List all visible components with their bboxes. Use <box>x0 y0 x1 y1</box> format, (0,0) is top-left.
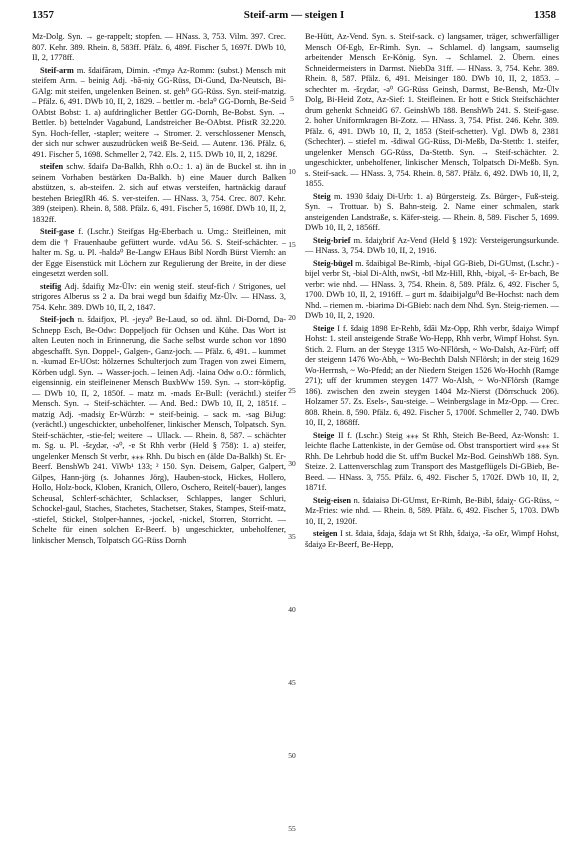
entry-text: I st. šdaia, šdaja, šdaja wt St Rhh, šdaiχə, -šə oEr, Wimpf Hohst, šdaiχə Er-Beerf, Be-Hepp, <box>305 529 559 549</box>
entry-lemma: Steige <box>313 323 335 333</box>
line-number: 10 <box>288 167 296 176</box>
entry-lemma: Steige <box>313 430 335 440</box>
entry-text: m. 1930 šdaiχ Di-Urb: 1. a) Bürgersteig. Zs. Bürger-, Fuß-steig. Syn. → Trottuar. b) S. Bahn-steig. 2. Name einer schmalen, stark ansteigenden Landstraße, s. Käfer-steig. — Rhein. 8, 589. Fischer 5, 1699. DWb 10, II, 2, 1856ff. <box>305 191 559 232</box>
dictionary-entry <box>305 32 559 190</box>
entry-lemma: Steif-arm <box>40 65 74 75</box>
entry-text: Adj. šdaifiχ Mz-Ülv: ein wenig steif. steuf-fich / Strigones, uel strigores Alberus ss 2 a. Da brai wegd bun šdaifiχ Mz-Ülv. — HNass. 3, 754. Kehr. 389. DWb 10, II, 2, 1847. <box>32 281 286 312</box>
line-number: 5 <box>290 94 294 103</box>
entry-lemma: steifen <box>40 162 64 171</box>
dictionary-entry <box>305 496 559 528</box>
dictionary-entry <box>305 192 559 234</box>
line-number: 40 <box>288 605 296 614</box>
page-number-left: 1357 <box>32 9 54 21</box>
line-number: 55 <box>288 824 296 833</box>
entry-lemma: steigen <box>313 529 338 538</box>
entry-lemma: Steig-eisen <box>313 495 352 505</box>
entry-lemma: steifig <box>40 281 62 291</box>
page-number-right: 1358 <box>534 9 556 21</box>
entry-lemma: Steif-gase <box>40 227 75 236</box>
dictionary-entry <box>32 162 286 225</box>
entry-text: n. šdaiaisə Di-GUmst, Er-Rimh, Be-Bibl, šdaiχ- GG-Rüss, ~ Mz-Fries: wie nhd. — Rhein. 8, 589. Pfälz. 6, 492. Fischer 5, 1703. DWb 10, II, 2, 1920f. <box>305 495 560 526</box>
entry-lemma: Steig-brief <box>313 235 351 245</box>
dictionary-entry <box>305 529 559 550</box>
entry-text: m. šdaiχbrif Az-Vend (Held § 192): Versteigerungsurkunde. — HNass. 3, 754. DWb 10, II, 2, 1916. <box>305 235 559 255</box>
entry-text: n. šdaifjox, Pl. -jeyə⁰ Be-Laud, so od. ähnl. Di-Dornd, Da-Schnepp Esch, Be-Odw: Doppeljoch für Ochsen und Kühe. Das Wort ist alten Leuten noch in Erinnerung, die Sache selbst wurde schon vor 1890 abgeschafft. Syn. Doppel-, Galgen-, Ganz-joch. — Pfälz. 6, 491. – kummet n. -kumad Er-UOst: hölzernes Schulterjoch zum Tragen von zwei Eimern, Körben udgl. Syn. → Wasser-joch. – leinen Adj. -laina Odw o.O.: förmlich, eigensinnig. ein steifleinener Mensch BuxbWw 159. Syn. → storr-köpfig. — DWb 10, II, 2, 1850f. – matz m. -mads Er-Bull: (verächtl.) steifer Mensch. Syn. → Steif-schächter. — And. Bed.: DWb 10, II, 2, 1851f. – matzig Adj. -madsiχ Er-Würzb: = steif-beinig. – sack m. -sag BiJug: (verächtl.) ungeschickter, unbeholfener, linkischer Mensch, Tolpatsch. Syn. Steif-schächter, -stie-fel; weitere → Ullack. — Rhein. 8, 587. – schächter m. Sg. u. Pl. -šɛχdər, -ə⁰, -ɐ St Rhh verbr (Held § 758): 1. a) steifer, ungelenker Mensch St verbr, ⁎⁎⁎ Rhh. Du bisch en (älde Da-Balkh) St. Er-Beerf. BenshWb 241. ViWb¹ 133; ² 150. Syn. Deisem, Galper, Galpert, Gilpes, Hann-jörg (s. Johannes Jörg), Hauben-stock, Hickes, Hollero, Hollo, Holz-bock, Kloben, Kranich, Ollero, Oschero, Reitel(-bauer), langes Scheusal, Schlerf-schächter, Schlackser, Schlappes, langer Schluri, Schockel-gaul, Staches, Stachetes, Stachetser, Stakes, Stampes, Steif-matz, -stiefel, Stickel, Stolper-hannes, -jockel, -nickel, Storren, Storricht. — Schelte für einen solchen Er-Beerf. b) ungeschickter, unbeholfener, linkischer Mensch, Tolpatsch GG-Rüss Dornh <box>32 315 286 545</box>
entry-lemma: Steig-bügel <box>313 258 353 268</box>
dictionary-entry <box>305 431 559 494</box>
entry-text: m. šdaibigəl Be-Rimb, -biȷəl GG-Bieb, Di-GUmst, (Lschr.) -bijel verbr St, -biəl Di-Alth, nwSt, -bīl Mz-Hill, Rhh, -biχəl, -š- Er-bach, Be verbr: wie nhd. — HNass. 3, 754. Rhein. 8, 589. Pfälz. 6, 492. Fischer 5, 1700. DWb 10, II, 2, 1916ff. – gurt m. šdaibijəlgu⁰d Be-Hochst: nach dem Nhd. – riemen m. -biərimə Di-GBieb: nach dem Nhd. Syn. Steig-riemen. — DWb 10, II, 2, 1920. <box>305 258 559 320</box>
line-number: 15 <box>288 240 296 249</box>
entry-text: f. (Lschr.) Steifgas Hg-Eberbach u. Umg.: Steifleinen, mit dem die † Frauenhaube gefüttert wurde. vdAu 56. S. Steif-schächter. – halter m. Sg. u. Pl. -haldə⁰ Be-Langw EHaus Bibl Nordh Bürst Viernh: an der Egge Eisenstück mit Löchern zur Regulierung der Breite, in der diese eingesetzt werden soll. <box>32 227 286 278</box>
line-number: 50 <box>288 751 296 760</box>
line-number: 30 <box>288 459 296 468</box>
line-number: 35 <box>288 532 296 541</box>
entry-text: I f. šdaig 1898 Er-Rehb, šdāi Mz-Opp, Rhh verbr, šdaiχə Wimpf Hohst: 1. steil ansteigende Straße Wo-Hepp, Rhh verbr, Wimpf Hohst. Syn. Stich. 2. Flurn. an der Steyge 1315 Wo-NFlörsh, ~ Wo-Dalsh, Az-Fürf; off der steigenn 1476 Wo-Abh, ~ Wo-Bechth Dalsh NFlörsh; in der steig 1629 Wo-Herrnsh, ~ Wo-Pfedd; an der Niedern Steigen 1526 Wo-Hochh (Ramge 271); uff der krummen steygen 1477 Wo-Alsh, ~ Wo-NFlörsh (Ramge 186). zwischen den zwein steygen 1404 Mz-Nierst (Dörrschuck 206). Holzamer 57. Zs. Esels-, Sau-steige. – Weinbergslage in Mz-Opp. — Crec. 808. Rhein. 8, 590. Pfälz. 6, 492. Fischer 5, 1700f. Schmeller 2, 740. DWb 10, II, 2, 1868ff. <box>305 323 560 427</box>
left-column <box>32 32 286 548</box>
line-number: 20 <box>288 313 296 322</box>
entry-lemma: Steif-joch <box>40 315 75 324</box>
entry-lemma: Steig <box>313 191 331 201</box>
dictionary-entry <box>32 66 286 161</box>
entry-text: m. šdaifārəm, Dimin. -ɛ̄ʳmχə Az-Romm: (subst.) Mensch mit steifem Arm. – beinig Adj. -bā-niχ GG-Rüss, Di-Gund, Da-Neutsch, Bi-GAlg: mit steifen, ungelenken Beinen. st. geh⁰ GG-Rüss. Syn. steif-matzig. – Pfälz. 6, 491. DWb 10, II, 2, 1829. – bettler m. -bɛlə⁰ GG-Dornh, Be-Seid OAbtst Bobst: 1. a) aufdringlicher Bettler GG-Dornh, Be-Bobst. Syn. → Bettler. b) bettelnder Vagabund, Landstreicher Be-OAbtst. PfistR 32.220. Syn. Hoch-feller, -stapler; weitere → Stromer. 2. verschlossener Mensch, der sich nur schwer auszudrücken weiß Be-Seid. — Autenr. 136. Pfälz. 6, 491. Fischer 5, 1698. Schmeller 2, 742. Els. 2, 115. DWb 10, II, 2, 1829f. <box>32 65 287 159</box>
dictionary-entry <box>32 282 286 314</box>
right-column <box>305 32 559 552</box>
dictionary-entry <box>305 236 559 257</box>
running-head: Steif-arm — steigen I <box>243 9 345 21</box>
entry-text: Be-Hütt, Az-Vend. Syn. s. Steif-sack. c) langsamer, träger, schwerfälliger Mensch Of-Egb, Er-Rimh. Syn. → Schlamel. d) langsam, saumselig arbeitender Mensch Er-König. Syn. → Schlamel. 2. Übern. eines Schneidermeisters in Darmst. NiebDa 31ff. — HNass. 3, 754. Kehr. 389. Rhein. 8, 587. Pfälz. 6, 491. Meisinger 180. DWb 10, II, 2, 1853. – schechter m. -šɛχdər, -ə⁰ GG-Rüss Geinsh, Darmst, Be-Bensh, Mz-Ülv Dolg, Bi-Heid Zotz, Az-Sief: 1. Steifleinen. Er hott e Stick Steifschächter drum gehenkt SchneidG 67. GeinshWb 188. BenshWb 241. S. Steif-gase. 2. hoher Uniformkragen Bi-Zotz. — HNass. 3, 754. Pfist. 246. Kehr. 389. Pfälz. 6, 491. DWb 10, II, 2, 1853 (Steif-schetter). Vgl. DWb 8, 2381 (Schechter). – stiefel m. -šdiwal GG-Rüss, Di-Meßb, Da-Stettb: 1. steifer, ungelenker Mensch GG-Rüss, Da-Stettb. Syn. → Steif-schächter. 2. ungeschickter, unbeholfener, linkischer Mensch, Tolpatsch Di-Meßb. Syn. s. Steif-sack. — HNass. 3, 754. Rhein. 8, 587. Pfälz. 6, 492. DWb 10, II, 2, 1855. <box>305 32 559 188</box>
page-header <box>32 9 556 27</box>
entry-text: Mz-Dolg. Syn. → ge-rappelt; stopfen. — HNass. 3, 753. Vilm. 397. Crec. 807. Kehr. 389. Rhein. 8, 583ff. Pfälz. 6, 489f. Fischer 5, 1697f. DWb 10, II, 2, 1778ff. <box>32 32 286 62</box>
line-number: 45 <box>288 678 296 687</box>
dictionary-entry <box>305 324 559 429</box>
entry-text: schw. šdaifə Da-Balkh, Rhh o.O.: 1. a) än de Buckel st. ihn in seinem Vorhaben bestärken Da-Balkh. b) eine Mauer durch Balken abstützen, s. ab-steifen. 2. sich auf etwas versteifen, hartnäckig darauf bestehen BriegIRh 46. S. ver-steifen. — HNass. 3, 754. Crec. 807. Kehr. 389 (steipen). Rhein. 8, 588. Pfälz. 6, 491. Fischer 5, 1698f. DWb 10, II, 2, 1832ff. <box>32 162 286 224</box>
line-number: 25 <box>288 386 296 395</box>
line-numbers <box>283 32 301 852</box>
dictionary-entry <box>32 315 286 546</box>
dictionary-entry <box>32 32 286 64</box>
dictionary-entry <box>32 227 286 280</box>
dictionary-entry <box>305 259 559 322</box>
entry-text: II f. (Lschr.) Steig ⁎⁎⁎ St Rhh, Steich Be-Beed, Az-Wonsh: 1. leichte flache Lattenkiste, in der Gemüse od. Obst transportiert wird ⁎⁎⁎ St Rhh. De Lehrbub hodd die St. uff'm Buckel Mz-Bod. GeinshWb 188. Syn. Steize. 2. Lattenverschlag zum Transport des Mastgeflügels Di-GBieb, Be-Beed. — HNass. 3, 755. Pfälz. 6, 492. Fischer 5, 1702f. DWb 10, II, 2, 1871f. <box>305 430 560 492</box>
